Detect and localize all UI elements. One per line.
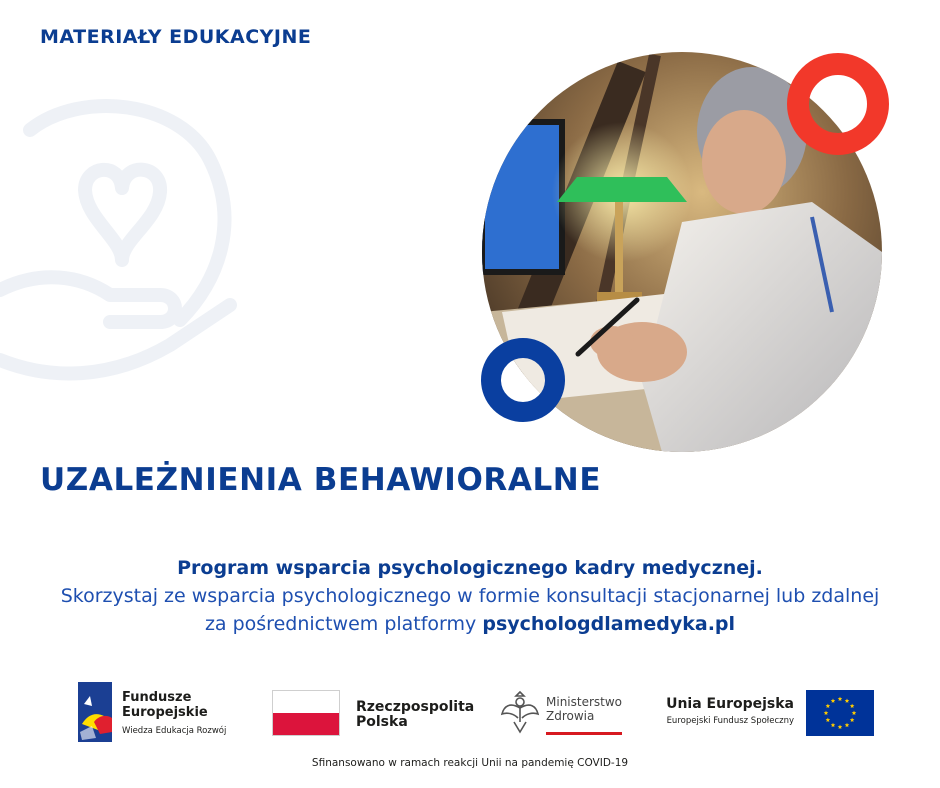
program-text: Skorzystaj ze wsparcia psychologicznego w formie konsultacji stacjonarnej lub zdalnej <box>60 585 880 607</box>
platform-line <box>0 610 940 638</box>
platform-link[interactable]: psychologdlamedyka.pl <box>482 613 736 635</box>
page-title: UZALEŻNIENIA BEHAWIORALNE <box>40 462 602 498</box>
unia-europejska-logo <box>644 680 880 744</box>
funding-note: Sfinansowano w ramach reakcji Unii na pandemię COVID-19 <box>311 757 629 769</box>
rp-name <box>356 700 474 730</box>
program-title: Program wsparcia psychologicznego kadry medycznej. <box>177 557 763 579</box>
ministerstwo-zdrowia-logo <box>500 680 630 744</box>
fe-name-line2: Europejskie <box>122 705 208 720</box>
blue-ring-decoration <box>480 337 566 423</box>
platform-prefix: za pośrednictwem platformy <box>204 613 483 635</box>
hand-heart-icon <box>0 90 260 410</box>
ue-name: Unia Europejska <box>666 696 794 712</box>
fe-name-line1: Fundusze <box>122 690 192 705</box>
fe-name <box>122 690 208 720</box>
polish-flag-icon <box>272 690 340 736</box>
fundusze-europejskie-icon <box>78 682 112 742</box>
rp-name-line1: Rzeczpospolita <box>356 699 475 715</box>
fe-program: Wiedza Edukacja Rozwój <box>122 726 227 736</box>
mz-red-bar <box>546 732 622 735</box>
mz-name-line1: Ministerstwo <box>546 695 623 709</box>
eagle-emblem-icon <box>500 688 540 736</box>
fundusze-europejskie-logo <box>78 680 258 744</box>
ue-fund: Europejski Fundusz Społeczny <box>666 716 794 726</box>
program-description <box>0 554 940 638</box>
mz-name-line2: Zdrowia <box>546 709 595 723</box>
funding-logos <box>0 680 940 744</box>
red-ring-decoration <box>786 52 890 156</box>
eu-flag-icon <box>806 690 874 736</box>
page-kicker: MATERIAŁY EDUKACYJNE <box>40 26 312 48</box>
mz-name <box>546 695 622 723</box>
rp-name-line2: Polska <box>356 714 408 730</box>
rzeczpospolita-polska-logo <box>272 680 482 744</box>
